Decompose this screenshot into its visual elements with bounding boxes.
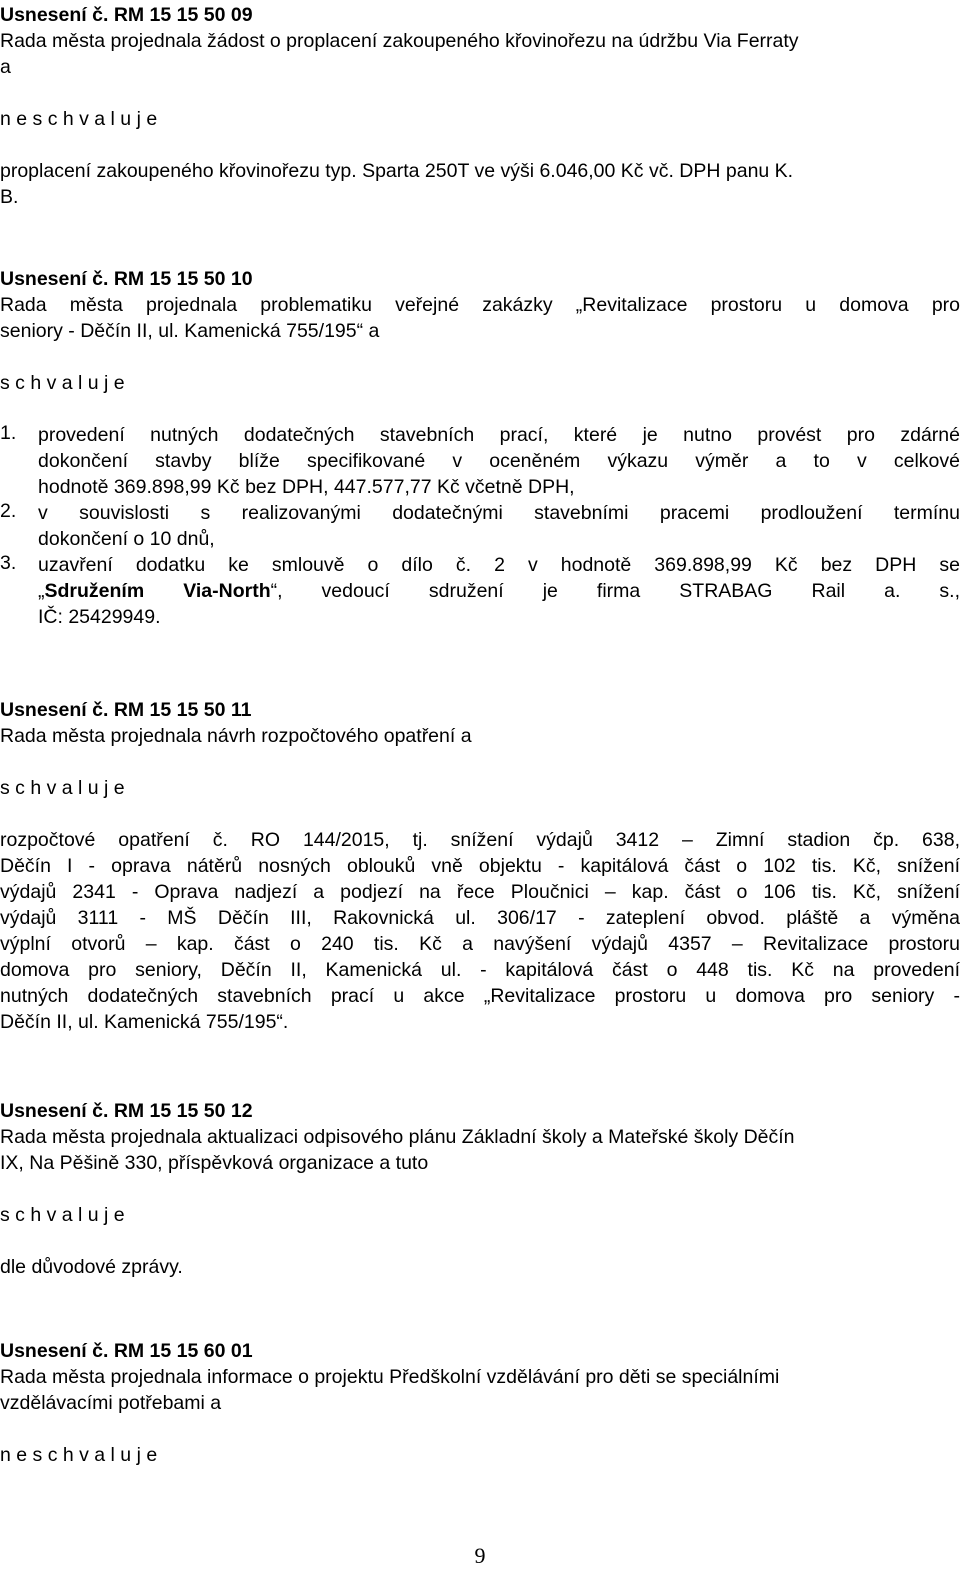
intro-line: IX, Na Pěšině 330, příspěvková organizace a tuto	[0, 1152, 429, 1174]
item-line: hodnotě 369.898,99 Kč bez DPH, 447.577,77 Kč včetně DPH,	[38, 476, 575, 498]
resolution-heading: Usnesení č. RM 15 15 50 12	[0, 1100, 253, 1122]
item-line: provedení nutných dodatečných stavebních prací, které je nutno provést pro zdárné	[38, 424, 960, 446]
page-number: 9	[474, 1543, 486, 1568]
body-line: výdajů 2341 - Oprava nadjezí a podjezí na řece Ploučnici – kap. část o 106 tis. Kč, snížení	[0, 881, 960, 903]
resolution-heading: Usnesení č. RM 15 15 60 01	[0, 1340, 253, 1362]
verdict: n e s c h v a l u j e	[0, 108, 158, 130]
resolution-heading: Usnesení č. RM 15 15 50 11	[0, 699, 252, 721]
body-line: domova pro seniory, Děčín II, Kamenická ul. - kapitálová část o 448 tis. Kč na provedení	[0, 959, 960, 981]
item-line: dokončení stavby blíže specifikované v oceněném výkazu výměr a to v celkové	[38, 450, 960, 472]
item-line: dokončení o 10 dnů,	[38, 528, 215, 550]
body-line: nutných dodatečných stavebních prací u akce „Revitalizace prostoru u domova pro seniory -	[0, 985, 960, 1007]
verdict: s c h v a l u j e	[0, 1204, 125, 1226]
item-line: uzavření dodatku ke smlouvě o dílo č. 2 v hodnotě 369.898,99 Kč bez DPH se	[38, 554, 960, 576]
verdict: s c h v a l u j e	[0, 777, 125, 799]
numbered-item	[0, 500, 960, 552]
verdict: s c h v a l u j e	[0, 372, 125, 394]
item-line: „Sdružením Via-North“, vedoucí sdružení je firma STRABAG Rail a. s.,	[38, 580, 960, 602]
item-line: IČ: 25429949.	[38, 606, 161, 628]
resolution-50-09	[0, 2, 960, 210]
resolution-50-12	[0, 1098, 960, 1280]
body-line: Děčín II, ul. Kamenická 755/195“.	[0, 1011, 289, 1033]
resolution-50-10	[0, 266, 960, 630]
intro-line: Rada města projednala informace o projektu Předškolní vzdělávání pro děti se speciálními	[0, 1366, 780, 1388]
resolution-heading: Usnesení č. RM 15 15 50 10	[0, 268, 253, 290]
association-name: Sdružením Via-North	[44, 580, 271, 602]
numbered-item	[0, 552, 960, 630]
body-line: B.	[0, 186, 19, 208]
body-line: Děčín I - oprava nátěrů nosných oblouků vně objektu - kapitálová část o 102 tis. Kč, snížení	[0, 855, 960, 877]
intro-line: Rada města projednala aktualizaci odpisového plánu Základní školy a Mateřské školy Děčín	[0, 1126, 795, 1148]
body-line: proplacení zakoupeného křovinořezu typ. Sparta 250T ve výši 6.046,00 Kč vč. DPH panu K.	[0, 160, 794, 182]
item-line: v souvislosti s realizovanými dodatečnými stavebními pracemi prodloužení termínu	[38, 502, 960, 524]
item-number: 2.	[0, 500, 17, 522]
intro-line: a	[0, 56, 11, 78]
body-line: výplní otvorů – kap. část o 240 tis. Kč a navýšení výdajů 4357 – Revitalizace prostoru	[0, 933, 960, 955]
resolution-50-11	[0, 697, 960, 1035]
intro-line: Rada města projednala návrh rozpočtového opatření a	[0, 725, 472, 747]
body-line: výdajů 3111 - MŠ Děčín III, Rakovnická ul. 306/17 - zateplení obvod. pláště a výměna	[0, 907, 960, 929]
resolution-heading: Usnesení č. RM 15 15 50 09	[0, 4, 253, 26]
intro-line: vzdělávacími potřebami a	[0, 1392, 222, 1414]
intro-line: seniory - Děčín II, ul. Kamenická 755/195“ a	[0, 320, 380, 342]
numbered-item	[0, 422, 960, 500]
body-line: rozpočtové opatření č. RO 144/2015, tj. snížení výdajů 3412 – Zimní stadion čp. 638,	[0, 829, 960, 851]
verdict: n e s c h v a l u j e	[0, 1444, 158, 1466]
item-number: 3.	[0, 552, 17, 574]
intro-line: Rada města projednala žádost o proplacení zakoupeného křovinořezu na údržbu Via Ferraty	[0, 30, 799, 52]
body-line: dle důvodové zprávy.	[0, 1256, 183, 1278]
intro-line: Rada města projednala problematiku veřejné zakázky „Revitalizace prostoru u domova pro	[0, 294, 960, 316]
resolution-60-01	[0, 1338, 960, 1468]
item-number: 1.	[0, 422, 17, 444]
